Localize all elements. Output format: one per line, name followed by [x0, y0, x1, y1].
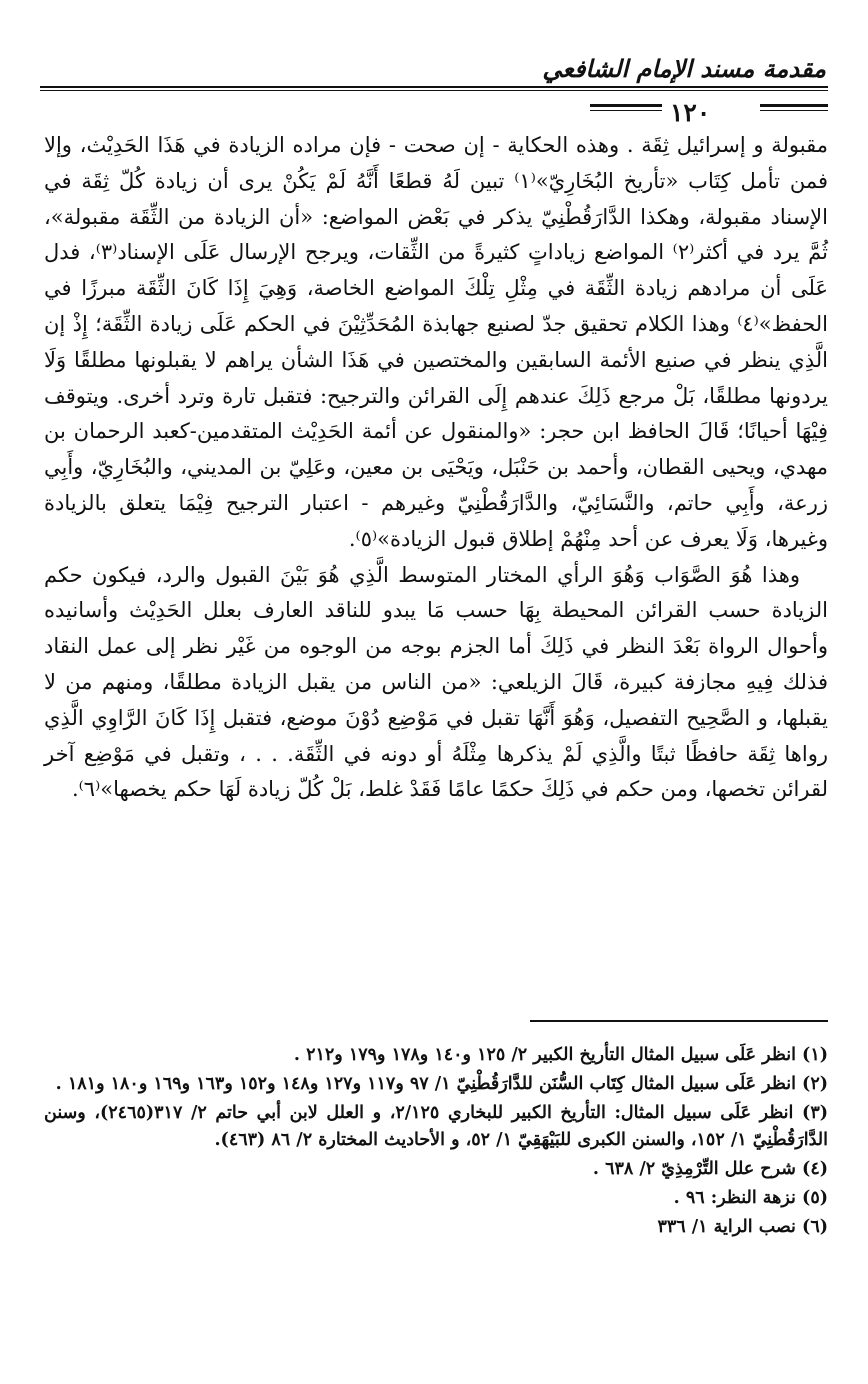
footnote-text: انظر عَلَى سبيل المثال التأريخ الكبير ٢/ ١٢٥ و١٤٠ و١٧٨ و١٧٩ و٢١٢ .: [293, 1045, 796, 1065]
page-number: ١٢٠: [670, 98, 711, 127]
body-paragraph: مقبولة و إسرائيل ثِقَة . وهذه الحكاية - إن صحت - فإن مراده الزيادة في هَذَا الحَدِيْث، وإلا فمن تأمل كِتَاب «تأريخ البُخَارِيّ»⁽١⁾ تبين لَهُ قطعًا أَنَّهُ لَمْ يَكُنْ يرى أن زيادة كُلّ ثِقَة في الإسناد مقبولة، وهكذا الدَّارَقُطْنِيّ يذكر في بَعْض المواضع: «أن الزيادة من الثِّقَة مقبولة»، ثُمَّ يرد في أكثر⁽٢⁾ المواضع زياداتٍ كثيرةً من الثِّقات، ويرجح الإرسال عَلَى الإسناد⁽٣⁾، فدل عَلَى أن مرادهم زيادة الثِّقَة في مِثْلِ تِلْكَ المواضع الخاصة، وَهِيَ إِذَا كَانَ الثِّقَة مبرزًا في الحفظ»⁽٤⁾ وهذا الكلام تحقيق جدّ لصنيع جهابذة المُحَدِّثِيْنَ في الحكم عَلَى زيادة الثِّقَة؛ إِذْ إن الَّذِي ينظر في صنيع الأئمة السابقين والمختصين في هَذَا الشأن يراهم لا يقبلونها مطلقًا وَلَا يردونها مطلقًا، بَلْ مرجع ذَلِكَ عندهم إِلَى القرائن والترجيح: فتقبل تارة وترد أخرى. ويتوقف فِيْهَا أحيانًا؛ قَالَ الحافظ ابن حجر: «والمنقول عن أئمة الحَدِيْث المتقدمين-كعبد الرحمان بن مهدي، ويحيى القطان، وأحمد بن حَنْبَل، ويَحْيَى بن معين، وعَلِيّ بن المديني، والبُخَارِيّ، وأَبِي زرعة، وأَبِي حاتم، والنَّسَائِيّ، والدَّارَقُطْنِيّ وغيرهم - اعتبار الترجيح فِيْمَا يتعلق بالزيادة وغيرها، وَلَا يعرف عن أحد مِنْهُمْ إطلاق قبول الزيادة»⁽٥⁾.: [44, 133, 828, 551]
footnote-separator: [530, 1020, 828, 1022]
footnote: [44, 1042, 828, 1069]
page-number-rule-left-thin: [590, 110, 662, 111]
footnote-text: انظر عَلَى سبيل المثال كِتَاب السُّنَن للدَّارَقُطْنِيّ ١/ ٩٧ و١١٧ و١٢٧ و١٤٨ و١٥٢ و١٦٣ و١٦٩ و١٨٠ و١٨١ .: [55, 1074, 796, 1094]
footnote-text: انظر عَلَى سبيل المثال: التأريخ الكبير للبخاري ٢/١٢٥، و العلل لابن أبي حاتم ٢/ ٣١٧(٢٤٦٥)، وسنن الدَّارَقُطْنِيّ ١/ ١٥٢، والسنن الكبرى للبَيْهَقِيّ ١/ ٥٢، و الأحاديث المختارة ٢/ ٨٦ (٤٦٣).: [44, 1103, 828, 1150]
footnote-number: (٤): [802, 1159, 828, 1179]
page-number-rule-right-thin: [760, 110, 828, 111]
main-text: [44, 128, 828, 808]
footnote: [44, 1071, 828, 1098]
footnote-text: نصب الراية ١/ ٣٣٦: [657, 1217, 796, 1237]
footnotes: [44, 1042, 828, 1243]
footnote-number: (٥): [802, 1188, 828, 1208]
page-number-rule-right: [760, 104, 828, 107]
footnote-number: (٢): [802, 1074, 828, 1094]
header-rule-thin: [40, 90, 828, 91]
page-number-rule-left: [590, 104, 662, 107]
footnote-text: شرح علل التِّرْمِذِيّ ٢/ ٦٣٨ .: [592, 1159, 796, 1179]
footnote: [44, 1214, 828, 1241]
header-rule: [40, 86, 828, 88]
footnote-number: (١): [802, 1045, 828, 1065]
footnote: [44, 1185, 828, 1212]
footnote-number: (٣): [802, 1103, 828, 1123]
footnote: [44, 1100, 828, 1154]
running-header-title: مقدمة مسند الإمام الشافعي: [542, 54, 826, 83]
footnote-number: (٦): [802, 1217, 828, 1237]
footnote-text: نزهة النظر: ٩٦ .: [673, 1188, 796, 1208]
footnote: [44, 1156, 828, 1183]
body-paragraph: وهذا هُوَ الصَّوَاب وَهُوَ الرأي المختار المتوسط الَّذِي هُوَ بَيْنَ القبول والرد، فيكون حكم الزيادة حسب القرائن المحيطة بِهَا حسب مَا يبدو للناقد العارف بعلل الحَدِيْث وأسانيده وأحوال الرواة بَعْدَ النظر في ذَلِكَ أما الجزم بوجه من الوجوه من غَيْر نظر إلى عمل النقاد فذلك فِيهِ مجازفة كبيرة، قَالَ الزيلعي: «من الناس من يقبل الزيادة مطلقًا، ومنهم من لا يقبلها، و الصَّحِيح التفصيل، وَهُوَ أَنَّهَا تقبل في مَوْضِع دُوْنَ موضع، فتقبل إِذَا كَانَ الرَّاوِي الَّذِي رواها ثِقَة حافظًا ثبتًا والَّذِي لَمْ يذكرها مِثْلَهُ أو دونه في الثِّقَة. . . ، وتقبل في مَوْضِع آخر لقرائن تخصها، ومن حكم في ذَلِكَ حكمًا عامًا فَقَدْ غلط، بَلْ كُلّ زيادة لَهَا حكم يخصها»⁽٦⁾.: [44, 562, 828, 802]
